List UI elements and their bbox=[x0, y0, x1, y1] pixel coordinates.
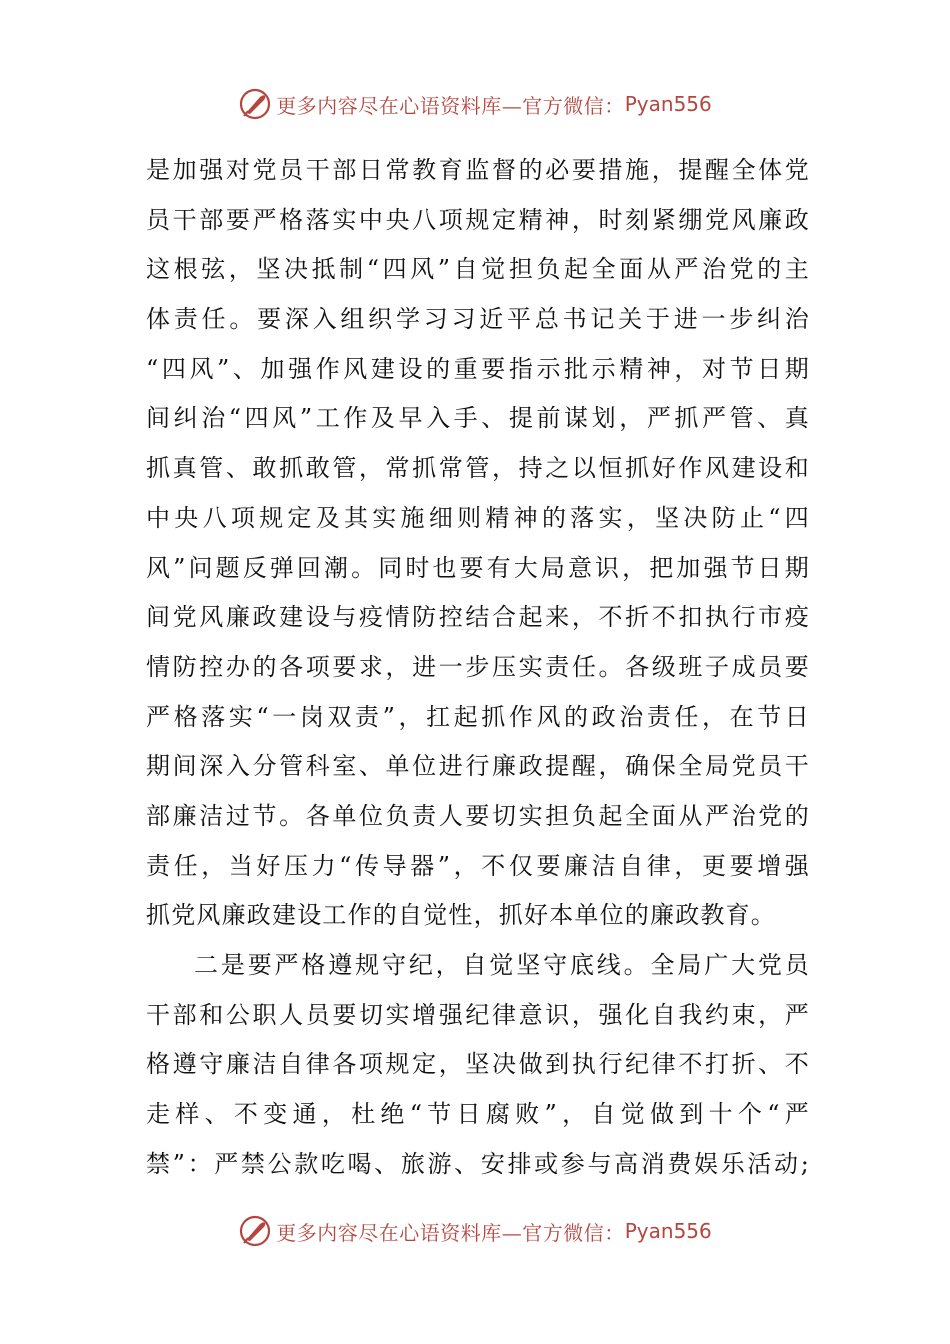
body-line-15: 责任，当好压力“传导器”，不仅要廉洁自律，更要增强 bbox=[146, 851, 810, 880]
body-line-4: 体责任。要深入组织学习习近平总书记关于进一步纠治 bbox=[146, 305, 810, 334]
watermark-text: 更多内容尽在心语资料库—官方微信： bbox=[276, 93, 625, 118]
quill-pen-logo-icon bbox=[238, 1214, 272, 1248]
body-line-18: 干部和公职人员要切实增强纪律意识，强化自我约束，严 bbox=[146, 1000, 810, 1029]
body-line-12: 严格落实“一岗双责”，扛起抓作风的政治责任，在节日 bbox=[146, 702, 810, 731]
document-body bbox=[146, 146, 810, 1189]
body-line-6: 间纠治“四风”工作及早入手、提前谋划，严抓严管、真 bbox=[146, 404, 810, 433]
body-line-20: 走样、不变通，杜绝“节日腐败”，自觉做到十个“严 bbox=[146, 1100, 810, 1129]
quill-pen-logo-icon bbox=[238, 87, 272, 121]
body-line-14: 部廉洁过节。各单位负责人要切实担负起全面从严治党的 bbox=[146, 801, 810, 830]
header-watermark bbox=[0, 82, 950, 126]
body-line-1: 是加强对党员干部日常教育监督的必要措施，提醒全体党 bbox=[146, 156, 810, 184]
body-line-10: 间党风廉政建设与疫情防控结合起来，不折不扣执行市疫 bbox=[146, 603, 810, 632]
body-line-7: 抓真管、敢抓敢管，常抓常管，持之以恒抓好作风建设和 bbox=[146, 454, 810, 483]
body-line-11: 情防控办的各项要求，进一步压实责任。各级班子成员要 bbox=[146, 652, 810, 681]
watermark-text: 更多内容尽在心语资料库—官方微信： bbox=[276, 1220, 625, 1245]
body-line-17: 二是要严格遵规守纪，自觉坚守底线。全局广大党员 bbox=[194, 951, 810, 979]
body-line-16: 抓党风廉政建设工作的自觉性，抓好本单位的廉政教育。 bbox=[146, 901, 776, 930]
body-line-3: 这根弦，坚决抵制“四风”自觉担负起全面从严治党的主 bbox=[146, 255, 810, 284]
body-line-8: 中央八项规定及其实施细则精神的落实，坚决防止“四 bbox=[146, 503, 810, 532]
body-line-13: 期间深入分管科室、单位进行廉政提醒，确保全局党员干 bbox=[146, 752, 810, 781]
watermark-handle: Pyan556 bbox=[624, 1219, 712, 1243]
footer-watermark bbox=[0, 1209, 950, 1253]
body-line-5: “四风”、加强作风建设的重要指示批示精神，对节日期 bbox=[146, 354, 810, 383]
body-line-19: 格遵守廉洁自律各项规定，坚决做到执行纪律不打折、不 bbox=[146, 1050, 810, 1079]
watermark-handle: Pyan556 bbox=[624, 92, 712, 116]
body-line-21: 禁”：严禁公款吃喝、旅游、安排或参与高消费娱乐活动; bbox=[146, 1149, 810, 1178]
body-line-2: 员干部要严格落实中央八项规定精神，时刻紧绷党风廉政 bbox=[146, 205, 810, 234]
body-line-9: 风”问题反弹回潮。同时也要有大局意识，把加强节日期 bbox=[146, 553, 810, 582]
